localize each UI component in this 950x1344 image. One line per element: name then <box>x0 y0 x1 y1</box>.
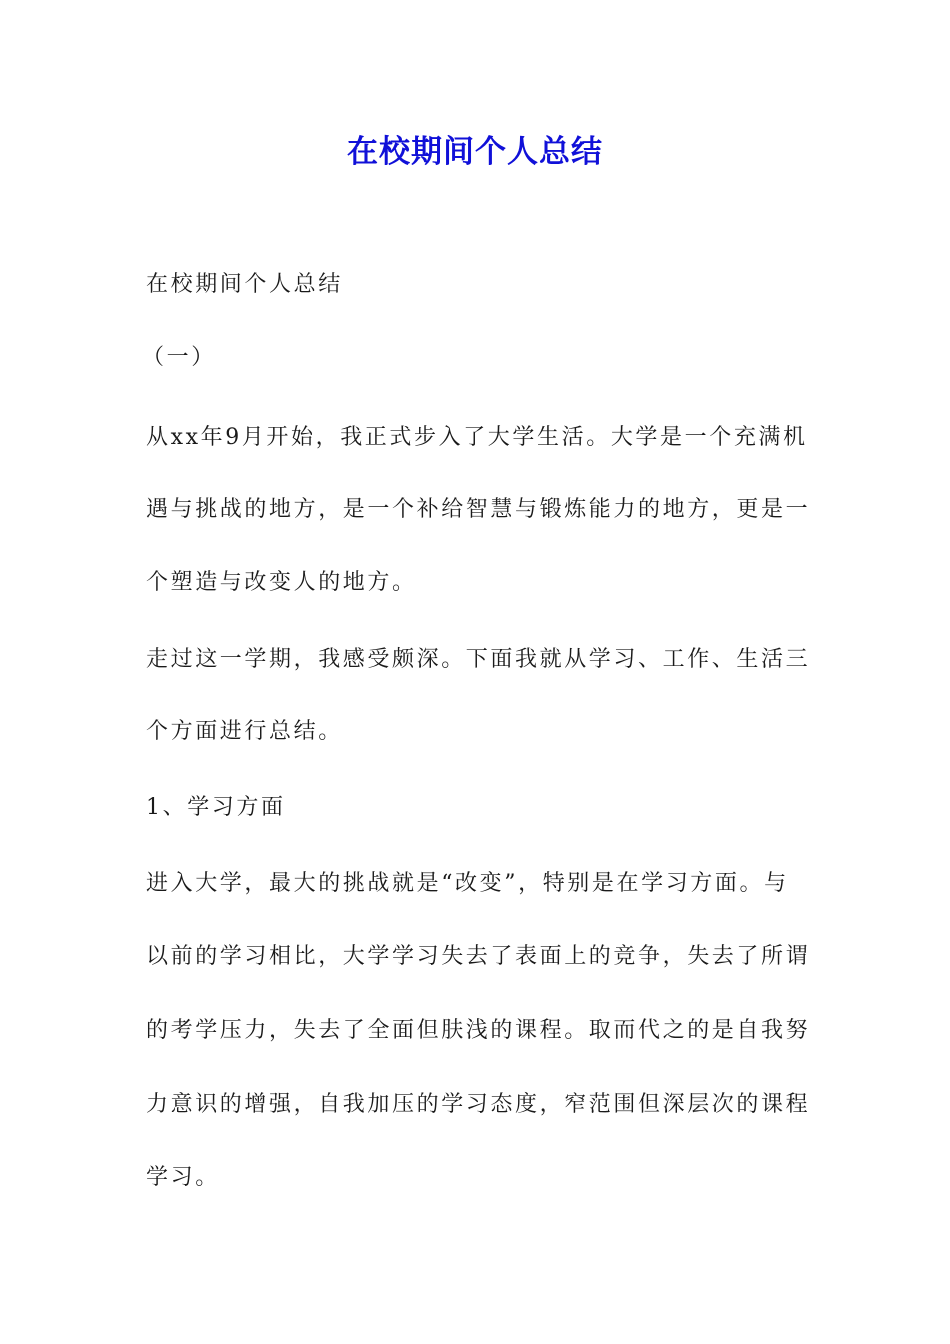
paragraph-line: 走过这一学期，我感受颇深。下面我就从学习、工作、生活三 <box>146 647 811 672</box>
paragraph-line: 遇与挑战的地方，是一个补给智慧与锻炼能力的地方，更是一 <box>146 497 811 522</box>
paragraph-line: 学习。 <box>146 1165 220 1190</box>
section-marker: （一） <box>142 345 216 370</box>
section-heading: 1、学习方面 <box>146 795 286 820</box>
paragraph-line: 的考学压力，失去了全面但肤浅的课程。取而代之的是自我努 <box>146 1018 811 1043</box>
paragraph-line: 力意识的增强，自我加压的学习态度，窄范围但深层次的课程 <box>146 1092 811 1117</box>
paragraph-line: 个方面进行总结。 <box>146 719 343 744</box>
paragraph-line: 以前的学习相比，大学学习失去了表面上的竞争，失去了所谓 <box>146 944 811 969</box>
paragraph-line: 从xx年9月开始，我正式步入了大学生活。大学是一个充满机 <box>146 425 808 450</box>
paragraph-line: 个塑造与改变人的地方。 <box>146 570 417 595</box>
paragraph-line: 进入大学，最大的挑战就是“改变”，特别是在学习方面。与 <box>146 871 789 896</box>
document-subtitle: 在校期间个人总结 <box>146 272 343 297</box>
document-title: 在校期间个人总结 <box>347 134 603 170</box>
